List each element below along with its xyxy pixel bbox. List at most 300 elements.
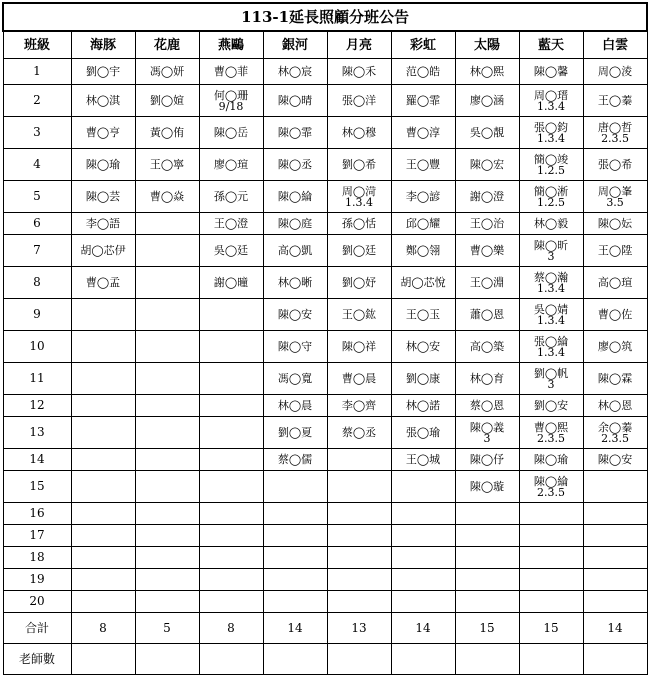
student-cell xyxy=(391,331,455,363)
student-cell xyxy=(391,363,455,395)
student-cell xyxy=(263,569,327,591)
student-cell xyxy=(263,449,327,471)
student-name: 王◯豐 xyxy=(405,158,441,171)
student-name: 馮◯妍 xyxy=(149,65,185,78)
student-cell xyxy=(71,363,135,395)
student-name: 林◯熙 xyxy=(469,65,505,78)
student-name: 陳◯守 xyxy=(277,340,313,353)
class-header: 燕鷗 xyxy=(199,31,263,59)
student-cell xyxy=(327,181,391,213)
student-name: 謝◯曈 xyxy=(213,276,249,289)
student-cell xyxy=(455,547,519,569)
student-name: 陳◯馨 xyxy=(533,65,569,78)
student-cell xyxy=(391,181,455,213)
student-name: 李◯語 xyxy=(85,217,121,230)
student-cell xyxy=(199,503,263,525)
row-number: 16 xyxy=(3,503,71,525)
student-name: 林◯恩 xyxy=(597,399,633,412)
student-cell xyxy=(519,213,583,235)
student-cell xyxy=(135,569,199,591)
student-cell xyxy=(455,85,519,117)
student-name: 羅◯霏 xyxy=(405,94,441,107)
student-cell xyxy=(199,591,263,613)
student-name: 王◯澄 xyxy=(213,217,249,230)
student-cell xyxy=(455,213,519,235)
student-cell xyxy=(519,591,583,613)
student-name: 周◯渮 1.3.4 xyxy=(341,184,377,209)
page-title: 113-1延長照顧分班公告 xyxy=(3,3,647,31)
student-name: 曹◯菲 xyxy=(213,65,249,78)
student-cell xyxy=(583,395,647,417)
student-cell xyxy=(519,471,583,503)
student-cell xyxy=(583,117,647,149)
student-cell xyxy=(519,331,583,363)
student-cell xyxy=(391,235,455,267)
teachers-row-value xyxy=(327,644,391,675)
student-cell xyxy=(455,117,519,149)
row-number: 18 xyxy=(3,547,71,569)
student-cell xyxy=(455,417,519,449)
student-name: 蕭◯恩 xyxy=(469,308,505,321)
student-cell xyxy=(583,591,647,613)
student-name: 曹◯焱 xyxy=(149,190,185,203)
student-name: 孫◯元 xyxy=(213,190,249,203)
student-cell xyxy=(135,503,199,525)
student-cell xyxy=(71,235,135,267)
class-header: 海豚 xyxy=(71,31,135,59)
student-name: 廖◯筑 xyxy=(597,340,633,353)
row-number: 4 xyxy=(3,149,71,181)
student-name: 陳◯伃 xyxy=(469,453,505,466)
student-name: 王◯蓁 xyxy=(597,94,633,107)
student-name: 吳◯婧 1.3.4 xyxy=(533,302,569,327)
student-cell xyxy=(583,525,647,547)
student-cell xyxy=(263,235,327,267)
student-name: 蔡◯丞 xyxy=(341,426,377,439)
row-number: 12 xyxy=(3,395,71,417)
student-cell xyxy=(519,235,583,267)
student-cell xyxy=(391,591,455,613)
student-cell xyxy=(455,331,519,363)
student-name: 高◯凱 xyxy=(277,244,313,257)
student-cell xyxy=(327,235,391,267)
student-name: 李◯齊 xyxy=(341,399,377,412)
student-cell xyxy=(455,235,519,267)
student-cell xyxy=(71,417,135,449)
student-name: 高◯瑄 xyxy=(597,276,633,289)
student-cell xyxy=(135,591,199,613)
table-row xyxy=(3,59,647,85)
student-cell xyxy=(455,149,519,181)
student-name: 曹◯孟 xyxy=(85,276,121,289)
student-cell xyxy=(327,569,391,591)
student-name: 張◯鈞 1.3.4 xyxy=(533,120,569,145)
student-cell xyxy=(199,363,263,395)
student-cell xyxy=(583,569,647,591)
student-cell xyxy=(519,59,583,85)
table-row xyxy=(3,525,647,547)
table-row xyxy=(3,449,647,471)
student-name: 周◯瑨 1.3.4 xyxy=(533,88,569,113)
totals-row-value: 14 xyxy=(583,613,647,644)
table-row xyxy=(3,591,647,613)
totals-row-label: 合計 xyxy=(3,613,71,644)
student-cell xyxy=(71,569,135,591)
student-cell xyxy=(263,547,327,569)
student-cell xyxy=(263,213,327,235)
student-cell xyxy=(391,267,455,299)
table-row xyxy=(3,149,647,181)
student-name: 蔡◯儒 xyxy=(277,453,313,466)
student-name: 陳◯禾 xyxy=(341,65,377,78)
student-name: 王◯玉 xyxy=(405,308,441,321)
student-cell xyxy=(263,117,327,149)
row-number: 14 xyxy=(3,449,71,471)
student-name: 陳◯晴 xyxy=(277,94,313,107)
student-name: 劉◯宇 xyxy=(85,65,121,78)
student-name: 周◯淩 xyxy=(597,65,633,78)
student-cell xyxy=(71,503,135,525)
table-row xyxy=(3,363,647,395)
student-cell xyxy=(391,85,455,117)
student-cell xyxy=(135,417,199,449)
student-cell xyxy=(135,471,199,503)
student-cell xyxy=(199,85,263,117)
student-name: 陳◯璇 xyxy=(469,480,505,493)
student-name: 劉◯廷 xyxy=(341,244,377,257)
student-cell xyxy=(583,331,647,363)
student-name: 陳◯霏 xyxy=(277,126,313,139)
student-cell xyxy=(327,525,391,547)
student-cell xyxy=(583,235,647,267)
student-cell xyxy=(327,395,391,417)
student-name: 陳◯義 3 xyxy=(469,420,505,445)
student-name: 王◯鈜 xyxy=(341,308,377,321)
student-name: 劉◯夏 xyxy=(277,426,313,439)
student-cell xyxy=(327,331,391,363)
student-name: 林◯晰 xyxy=(277,276,313,289)
student-cell xyxy=(519,149,583,181)
student-cell xyxy=(263,395,327,417)
student-cell xyxy=(263,331,327,363)
student-name: 張◯綸 1.3.4 xyxy=(533,334,569,359)
totals-row xyxy=(3,613,647,644)
class-header: 月亮 xyxy=(327,31,391,59)
student-name: 林◯安 xyxy=(405,340,441,353)
student-name: 張◯洋 xyxy=(341,94,377,107)
student-name: 陳◯綸 xyxy=(277,190,313,203)
student-cell xyxy=(71,117,135,149)
table-row xyxy=(3,85,647,117)
student-name: 張◯希 xyxy=(597,158,633,171)
header-label: 班級 xyxy=(3,31,71,59)
student-cell xyxy=(263,525,327,547)
student-cell xyxy=(327,503,391,525)
teachers-row-value xyxy=(519,644,583,675)
student-cell xyxy=(519,417,583,449)
totals-row-value: 14 xyxy=(263,613,327,644)
row-number: 2 xyxy=(3,85,71,117)
student-cell xyxy=(583,181,647,213)
teachers-row-label: 老師數 xyxy=(3,644,71,675)
teachers-row-value xyxy=(455,644,519,675)
student-cell xyxy=(135,449,199,471)
table-row xyxy=(3,569,647,591)
teachers-row-value xyxy=(263,644,327,675)
student-name: 王◯陞 xyxy=(597,244,633,257)
student-cell xyxy=(263,471,327,503)
student-cell xyxy=(327,299,391,331)
student-name: 曹◯樂 xyxy=(469,244,505,257)
student-name: 廖◯瑄 xyxy=(213,158,249,171)
student-name: 劉◯康 xyxy=(405,372,441,385)
class-header: 花鹿 xyxy=(135,31,199,59)
student-name: 陳◯庭 xyxy=(277,217,313,230)
table-row xyxy=(3,471,647,503)
student-cell xyxy=(71,547,135,569)
table-row xyxy=(3,395,647,417)
totals-row-value: 14 xyxy=(391,613,455,644)
row-number: 13 xyxy=(3,417,71,449)
class-assignment-table xyxy=(2,2,648,675)
student-name: 陳◯芸 xyxy=(85,190,121,203)
student-cell xyxy=(455,299,519,331)
totals-row-value: 13 xyxy=(327,613,391,644)
student-cell xyxy=(71,471,135,503)
student-cell xyxy=(455,267,519,299)
student-cell xyxy=(327,149,391,181)
student-cell xyxy=(519,503,583,525)
student-cell xyxy=(263,149,327,181)
teachers-row-value xyxy=(583,644,647,675)
table-row xyxy=(3,503,647,525)
table-row xyxy=(3,235,647,267)
student-cell xyxy=(327,267,391,299)
student-name: 陳◯宏 xyxy=(469,158,505,171)
student-cell xyxy=(455,59,519,85)
student-cell xyxy=(135,363,199,395)
student-name: 王◯寧 xyxy=(149,158,185,171)
student-cell xyxy=(391,59,455,85)
student-cell xyxy=(135,59,199,85)
student-cell xyxy=(71,331,135,363)
student-cell xyxy=(263,417,327,449)
student-name: 李◯諺 xyxy=(405,190,441,203)
student-cell xyxy=(327,117,391,149)
student-cell xyxy=(455,449,519,471)
student-cell xyxy=(583,85,647,117)
student-name: 鄭◯翎 xyxy=(405,244,441,257)
student-name: 周◯峯 3.5 xyxy=(597,184,633,209)
student-name: 吳◯靚 xyxy=(469,126,505,139)
student-cell xyxy=(135,85,199,117)
class-header: 白雲 xyxy=(583,31,647,59)
student-cell xyxy=(199,267,263,299)
student-cell xyxy=(519,181,583,213)
student-cell xyxy=(391,395,455,417)
student-cell xyxy=(199,449,263,471)
student-cell xyxy=(391,149,455,181)
student-name: 陳◯瑜 xyxy=(533,453,569,466)
student-cell xyxy=(263,363,327,395)
student-name: 范◯皓 xyxy=(405,65,441,78)
student-cell xyxy=(71,395,135,417)
student-cell xyxy=(263,85,327,117)
student-name: 陳◯安 xyxy=(277,308,313,321)
student-cell xyxy=(71,59,135,85)
student-name: 吳◯廷 xyxy=(213,244,249,257)
student-cell xyxy=(519,117,583,149)
student-cell xyxy=(199,417,263,449)
student-cell xyxy=(455,525,519,547)
student-name: 劉◯妤 xyxy=(341,276,377,289)
student-cell xyxy=(199,299,263,331)
student-cell xyxy=(519,449,583,471)
student-cell xyxy=(391,299,455,331)
student-cell xyxy=(327,591,391,613)
student-cell xyxy=(583,299,647,331)
student-name: 曹◯熙 2.3.5 xyxy=(533,420,569,445)
student-cell xyxy=(199,117,263,149)
student-cell xyxy=(135,149,199,181)
student-name: 劉◯媗 xyxy=(149,94,185,107)
student-name: 林◯宸 xyxy=(277,65,313,78)
student-name: 劉◯帆 3 xyxy=(533,366,569,391)
student-cell xyxy=(327,449,391,471)
student-cell xyxy=(135,235,199,267)
student-name: 林◯育 xyxy=(469,372,505,385)
row-number: 3 xyxy=(3,117,71,149)
student-name: 陳◯瑜 xyxy=(85,158,121,171)
student-name: 林◯諾 xyxy=(405,399,441,412)
student-cell xyxy=(455,591,519,613)
student-cell xyxy=(135,213,199,235)
student-cell xyxy=(263,299,327,331)
totals-row-value: 5 xyxy=(135,613,199,644)
student-cell xyxy=(583,471,647,503)
student-cell xyxy=(519,395,583,417)
student-cell xyxy=(199,395,263,417)
student-cell xyxy=(391,213,455,235)
student-name: 簡◯淅 1.2.5 xyxy=(533,184,569,209)
totals-row-value: 8 xyxy=(199,613,263,644)
student-cell xyxy=(583,449,647,471)
table-row xyxy=(3,299,647,331)
student-cell xyxy=(199,213,263,235)
student-name: 曹◯淳 xyxy=(405,126,441,139)
student-cell xyxy=(327,85,391,117)
student-cell xyxy=(391,449,455,471)
student-name: 唐◯哲 2.3.5 xyxy=(597,120,633,145)
student-cell xyxy=(71,181,135,213)
student-cell xyxy=(199,525,263,547)
teachers-row-value xyxy=(391,644,455,675)
student-cell xyxy=(455,181,519,213)
student-name: 陳◯安 xyxy=(597,453,633,466)
row-number: 8 xyxy=(3,267,71,299)
student-name: 孫◯恬 xyxy=(341,217,377,230)
student-cell xyxy=(71,299,135,331)
teachers-row xyxy=(3,644,647,675)
table-row xyxy=(3,267,647,299)
totals-row-value: 8 xyxy=(71,613,135,644)
student-name: 胡◯芯伊 xyxy=(80,244,126,257)
student-cell xyxy=(519,569,583,591)
row-number: 1 xyxy=(3,59,71,85)
student-cell xyxy=(327,547,391,569)
student-name: 陳◯霖 xyxy=(597,372,633,385)
class-header: 銀河 xyxy=(263,31,327,59)
student-cell xyxy=(135,331,199,363)
student-cell xyxy=(583,213,647,235)
teachers-row-value xyxy=(199,644,263,675)
student-cell xyxy=(391,117,455,149)
student-cell xyxy=(199,331,263,363)
student-cell xyxy=(455,503,519,525)
student-cell xyxy=(135,267,199,299)
student-name: 陳◯妘 xyxy=(597,217,633,230)
student-name: 王◯治 xyxy=(469,217,505,230)
class-header: 太陽 xyxy=(455,31,519,59)
student-name: 陳◯祥 xyxy=(341,340,377,353)
student-cell xyxy=(519,363,583,395)
student-cell xyxy=(71,525,135,547)
student-cell xyxy=(135,395,199,417)
student-cell xyxy=(583,417,647,449)
class-header: 藍天 xyxy=(519,31,583,59)
student-name: 曹◯佐 xyxy=(597,308,633,321)
student-name: 曹◯晨 xyxy=(341,372,377,385)
student-cell xyxy=(135,525,199,547)
student-cell xyxy=(263,503,327,525)
student-cell xyxy=(327,59,391,85)
student-name: 陳◯丞 xyxy=(277,158,313,171)
row-number: 10 xyxy=(3,331,71,363)
student-name: 劉◯安 xyxy=(533,399,569,412)
student-cell xyxy=(583,59,647,85)
student-cell xyxy=(391,525,455,547)
row-number: 9 xyxy=(3,299,71,331)
student-name: 廖◯涵 xyxy=(469,94,505,107)
student-cell xyxy=(199,471,263,503)
student-cell xyxy=(71,213,135,235)
table-row xyxy=(3,213,647,235)
student-cell xyxy=(199,569,263,591)
student-cell xyxy=(519,85,583,117)
row-number: 20 xyxy=(3,591,71,613)
student-cell xyxy=(583,503,647,525)
student-cell xyxy=(327,417,391,449)
student-cell xyxy=(71,267,135,299)
student-cell xyxy=(263,267,327,299)
student-cell xyxy=(71,591,135,613)
student-cell xyxy=(71,149,135,181)
row-number: 11 xyxy=(3,363,71,395)
row-number: 15 xyxy=(3,471,71,503)
row-number: 7 xyxy=(3,235,71,267)
student-name: 黃◯侑 xyxy=(149,126,185,139)
student-cell xyxy=(71,85,135,117)
student-cell xyxy=(455,471,519,503)
student-cell xyxy=(391,471,455,503)
student-name: 王◯淵 xyxy=(469,276,505,289)
student-name: 邱◯耀 xyxy=(405,217,441,230)
teachers-row-value xyxy=(135,644,199,675)
student-cell xyxy=(199,149,263,181)
student-cell xyxy=(391,569,455,591)
student-name: 蔡◯瀚 1.3.4 xyxy=(533,270,569,295)
student-name: 陳◯岳 xyxy=(213,126,249,139)
